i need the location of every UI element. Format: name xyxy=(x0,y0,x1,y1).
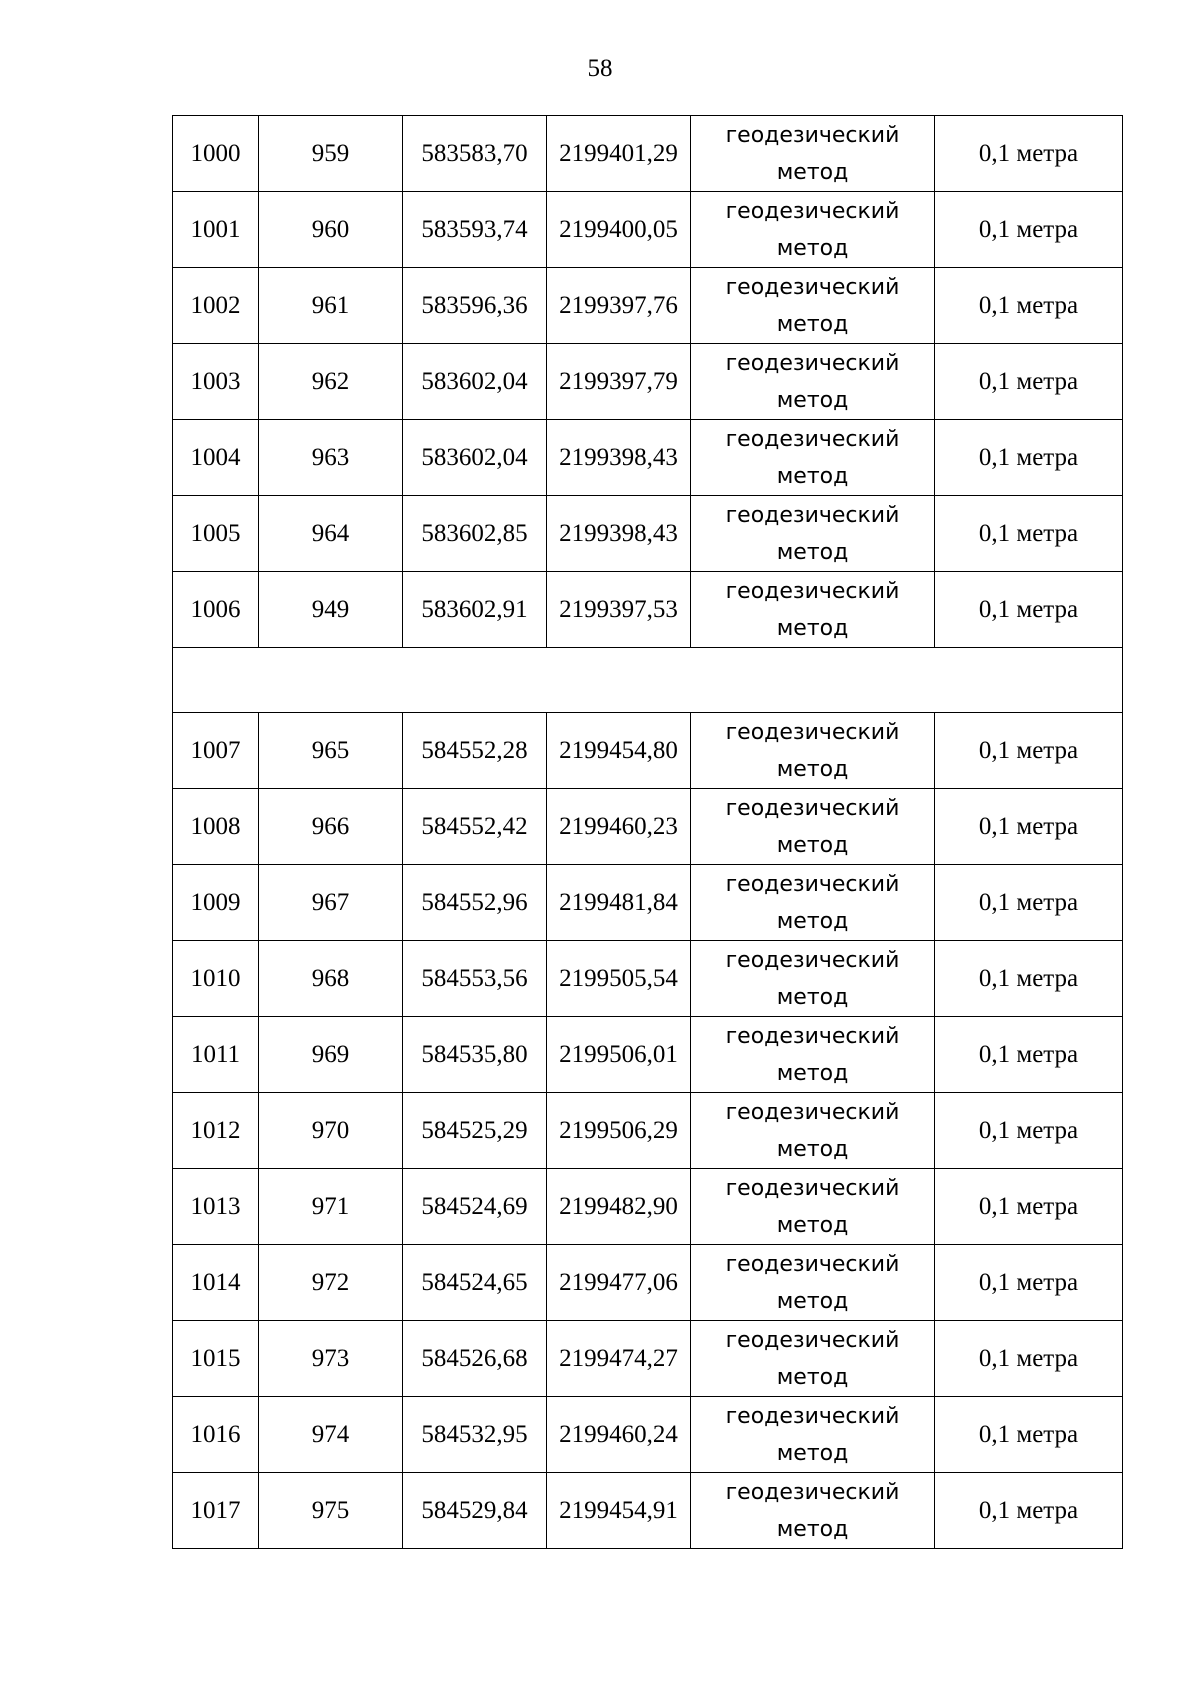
method-line-1: геодезический xyxy=(725,871,900,897)
cell-y-coordinate: 2199482,90 xyxy=(547,1169,691,1245)
cell-method xyxy=(691,572,935,648)
cell-accuracy: 0,1 метра xyxy=(935,420,1123,496)
method-line-1: геодезический xyxy=(725,719,900,745)
method-line-1: геодезический xyxy=(725,1023,900,1049)
cell-x-coordinate: 583602,85 xyxy=(403,496,547,572)
cell-accuracy: 0,1 метра xyxy=(935,344,1123,420)
cell-method xyxy=(691,865,935,941)
cell-x-coordinate: 584552,96 xyxy=(403,865,547,941)
table-row xyxy=(173,1473,1123,1549)
table-row xyxy=(173,713,1123,789)
cell-row-number: 1002 xyxy=(173,268,259,344)
cell-method xyxy=(691,1397,935,1473)
cell-x-coordinate: 584552,28 xyxy=(403,713,547,789)
method-line-1: геодезический xyxy=(725,1327,900,1353)
method-line-1: геодезический xyxy=(725,578,900,604)
cell-y-coordinate: 2199460,23 xyxy=(547,789,691,865)
cell-point-number: 973 xyxy=(259,1321,403,1397)
cell-y-coordinate: 2199398,43 xyxy=(547,496,691,572)
cell-point-number: 967 xyxy=(259,865,403,941)
cell-x-coordinate: 583602,04 xyxy=(403,420,547,496)
cell-point-number: 965 xyxy=(259,713,403,789)
section-separator-cell xyxy=(173,648,1123,713)
cell-point-number: 964 xyxy=(259,496,403,572)
coordinates-table xyxy=(172,115,1123,1549)
table-row xyxy=(173,420,1123,496)
method-line-1: геодезический xyxy=(725,1479,900,1505)
cell-accuracy: 0,1 метра xyxy=(935,116,1123,192)
cell-row-number: 1011 xyxy=(173,1017,259,1093)
cell-point-number: 971 xyxy=(259,1169,403,1245)
cell-method xyxy=(691,1093,935,1169)
cell-y-coordinate: 2199401,29 xyxy=(547,116,691,192)
table-row xyxy=(173,116,1123,192)
cell-method xyxy=(691,420,935,496)
method-line-2: метод xyxy=(776,539,849,565)
cell-row-number: 1017 xyxy=(173,1473,259,1549)
cell-row-number: 1000 xyxy=(173,116,259,192)
cell-row-number: 1016 xyxy=(173,1397,259,1473)
cell-point-number: 966 xyxy=(259,789,403,865)
method-line-2: метод xyxy=(776,1288,849,1314)
table-row xyxy=(173,192,1123,268)
page-number: 58 xyxy=(587,55,613,82)
cell-accuracy: 0,1 метра xyxy=(935,1397,1123,1473)
cell-y-coordinate: 2199398,43 xyxy=(547,420,691,496)
cell-y-coordinate: 2199397,76 xyxy=(547,268,691,344)
method-line-2: метод xyxy=(776,908,849,934)
cell-x-coordinate: 583583,70 xyxy=(403,116,547,192)
cell-row-number: 1014 xyxy=(173,1245,259,1321)
cell-row-number: 1012 xyxy=(173,1093,259,1169)
cell-method xyxy=(691,713,935,789)
method-line-1: геодезический xyxy=(725,1403,900,1429)
cell-method xyxy=(691,496,935,572)
method-line-1: геодезический xyxy=(725,1175,900,1201)
cell-method xyxy=(691,1321,935,1397)
cell-y-coordinate: 2199454,91 xyxy=(547,1473,691,1549)
cell-point-number: 969 xyxy=(259,1017,403,1093)
cell-method xyxy=(691,1017,935,1093)
table-row xyxy=(173,268,1123,344)
method-line-1: геодезический xyxy=(725,947,900,973)
method-line-1: геодезический xyxy=(725,122,900,148)
cell-method xyxy=(691,1169,935,1245)
method-line-2: метод xyxy=(776,832,849,858)
cell-x-coordinate: 583596,36 xyxy=(403,268,547,344)
cell-y-coordinate: 2199505,54 xyxy=(547,941,691,1017)
table-row xyxy=(173,1017,1123,1093)
method-line-2: метод xyxy=(776,387,849,413)
table-row xyxy=(173,344,1123,420)
cell-row-number: 1006 xyxy=(173,572,259,648)
method-line-1: геодезический xyxy=(725,1099,900,1125)
cell-accuracy: 0,1 метра xyxy=(935,496,1123,572)
cell-row-number: 1009 xyxy=(173,865,259,941)
method-line-1: геодезический xyxy=(725,350,900,376)
cell-row-number: 1013 xyxy=(173,1169,259,1245)
cell-y-coordinate: 2199397,53 xyxy=(547,572,691,648)
method-line-2: метод xyxy=(776,1364,849,1390)
method-line-2: метод xyxy=(776,235,849,261)
cell-row-number: 1008 xyxy=(173,789,259,865)
table-row xyxy=(173,572,1123,648)
cell-point-number: 970 xyxy=(259,1093,403,1169)
cell-y-coordinate: 2199400,05 xyxy=(547,192,691,268)
cell-row-number: 1003 xyxy=(173,344,259,420)
cell-accuracy: 0,1 метра xyxy=(935,865,1123,941)
cell-accuracy: 0,1 метра xyxy=(935,789,1123,865)
cell-row-number: 1004 xyxy=(173,420,259,496)
cell-x-coordinate: 583602,04 xyxy=(403,344,547,420)
table-row xyxy=(173,1245,1123,1321)
cell-point-number: 963 xyxy=(259,420,403,496)
cell-point-number: 960 xyxy=(259,192,403,268)
cell-row-number: 1005 xyxy=(173,496,259,572)
cell-row-number: 1010 xyxy=(173,941,259,1017)
cell-method xyxy=(691,192,935,268)
cell-x-coordinate: 583602,91 xyxy=(403,572,547,648)
cell-x-coordinate: 584524,69 xyxy=(403,1169,547,1245)
cell-point-number: 972 xyxy=(259,1245,403,1321)
table-row xyxy=(173,1397,1123,1473)
cell-accuracy: 0,1 метра xyxy=(935,1321,1123,1397)
cell-y-coordinate: 2199454,80 xyxy=(547,713,691,789)
cell-accuracy: 0,1 метра xyxy=(935,572,1123,648)
cell-point-number: 962 xyxy=(259,344,403,420)
cell-x-coordinate: 584529,84 xyxy=(403,1473,547,1549)
cell-x-coordinate: 584525,29 xyxy=(403,1093,547,1169)
cell-y-coordinate: 2199474,27 xyxy=(547,1321,691,1397)
table-row xyxy=(173,941,1123,1017)
cell-accuracy: 0,1 метра xyxy=(935,1169,1123,1245)
cell-method xyxy=(691,1473,935,1549)
cell-point-number: 949 xyxy=(259,572,403,648)
method-line-2: метод xyxy=(776,984,849,1010)
cell-method xyxy=(691,1245,935,1321)
cell-x-coordinate: 583593,74 xyxy=(403,192,547,268)
cell-point-number: 975 xyxy=(259,1473,403,1549)
method-line-2: метод xyxy=(776,615,849,641)
cell-point-number: 959 xyxy=(259,116,403,192)
coordinates-table-body xyxy=(173,116,1123,1549)
table-row xyxy=(173,865,1123,941)
table-row xyxy=(173,1321,1123,1397)
method-line-2: метод xyxy=(776,1060,849,1086)
cell-method xyxy=(691,344,935,420)
cell-x-coordinate: 584535,80 xyxy=(403,1017,547,1093)
cell-x-coordinate: 584532,95 xyxy=(403,1397,547,1473)
cell-accuracy: 0,1 метра xyxy=(935,268,1123,344)
cell-point-number: 968 xyxy=(259,941,403,1017)
method-line-2: метод xyxy=(776,1440,849,1466)
method-line-2: метод xyxy=(776,311,849,337)
cell-method xyxy=(691,268,935,344)
cell-x-coordinate: 584526,68 xyxy=(403,1321,547,1397)
cell-y-coordinate: 2199397,79 xyxy=(547,344,691,420)
cell-method xyxy=(691,789,935,865)
cell-y-coordinate: 2199481,84 xyxy=(547,865,691,941)
table-row xyxy=(173,496,1123,572)
method-line-2: метод xyxy=(776,159,849,185)
cell-x-coordinate: 584552,42 xyxy=(403,789,547,865)
cell-y-coordinate: 2199477,06 xyxy=(547,1245,691,1321)
method-line-1: геодезический xyxy=(725,274,900,300)
cell-method xyxy=(691,941,935,1017)
method-line-2: метод xyxy=(776,463,849,489)
cell-point-number: 974 xyxy=(259,1397,403,1473)
cell-accuracy: 0,1 метра xyxy=(935,941,1123,1017)
method-line-2: метод xyxy=(776,1136,849,1162)
method-line-1: геодезический xyxy=(725,1251,900,1277)
table-row xyxy=(173,1169,1123,1245)
cell-x-coordinate: 584524,65 xyxy=(403,1245,547,1321)
table-row xyxy=(173,1093,1123,1169)
method-line-2: метод xyxy=(776,1516,849,1542)
cell-y-coordinate: 2199506,29 xyxy=(547,1093,691,1169)
cell-accuracy: 0,1 метра xyxy=(935,192,1123,268)
cell-method xyxy=(691,116,935,192)
cell-accuracy: 0,1 метра xyxy=(935,1473,1123,1549)
method-line-1: геодезический xyxy=(725,198,900,224)
method-line-1: геодезический xyxy=(725,426,900,452)
cell-x-coordinate: 584553,56 xyxy=(403,941,547,1017)
cell-accuracy: 0,1 метра xyxy=(935,1093,1123,1169)
method-line-1: геодезический xyxy=(725,795,900,821)
cell-row-number: 1007 xyxy=(173,713,259,789)
cell-accuracy: 0,1 метра xyxy=(935,1245,1123,1321)
cell-accuracy: 0,1 метра xyxy=(935,1017,1123,1093)
cell-y-coordinate: 2199460,24 xyxy=(547,1397,691,1473)
method-line-2: метод xyxy=(776,756,849,782)
table-row xyxy=(173,789,1123,865)
cell-y-coordinate: 2199506,01 xyxy=(547,1017,691,1093)
method-line-1: геодезический xyxy=(725,502,900,528)
table-section-separator-row xyxy=(173,648,1123,713)
cell-point-number: 961 xyxy=(259,268,403,344)
cell-accuracy: 0,1 метра xyxy=(935,713,1123,789)
cell-row-number: 1001 xyxy=(173,192,259,268)
cell-row-number: 1015 xyxy=(173,1321,259,1397)
method-line-2: метод xyxy=(776,1212,849,1238)
